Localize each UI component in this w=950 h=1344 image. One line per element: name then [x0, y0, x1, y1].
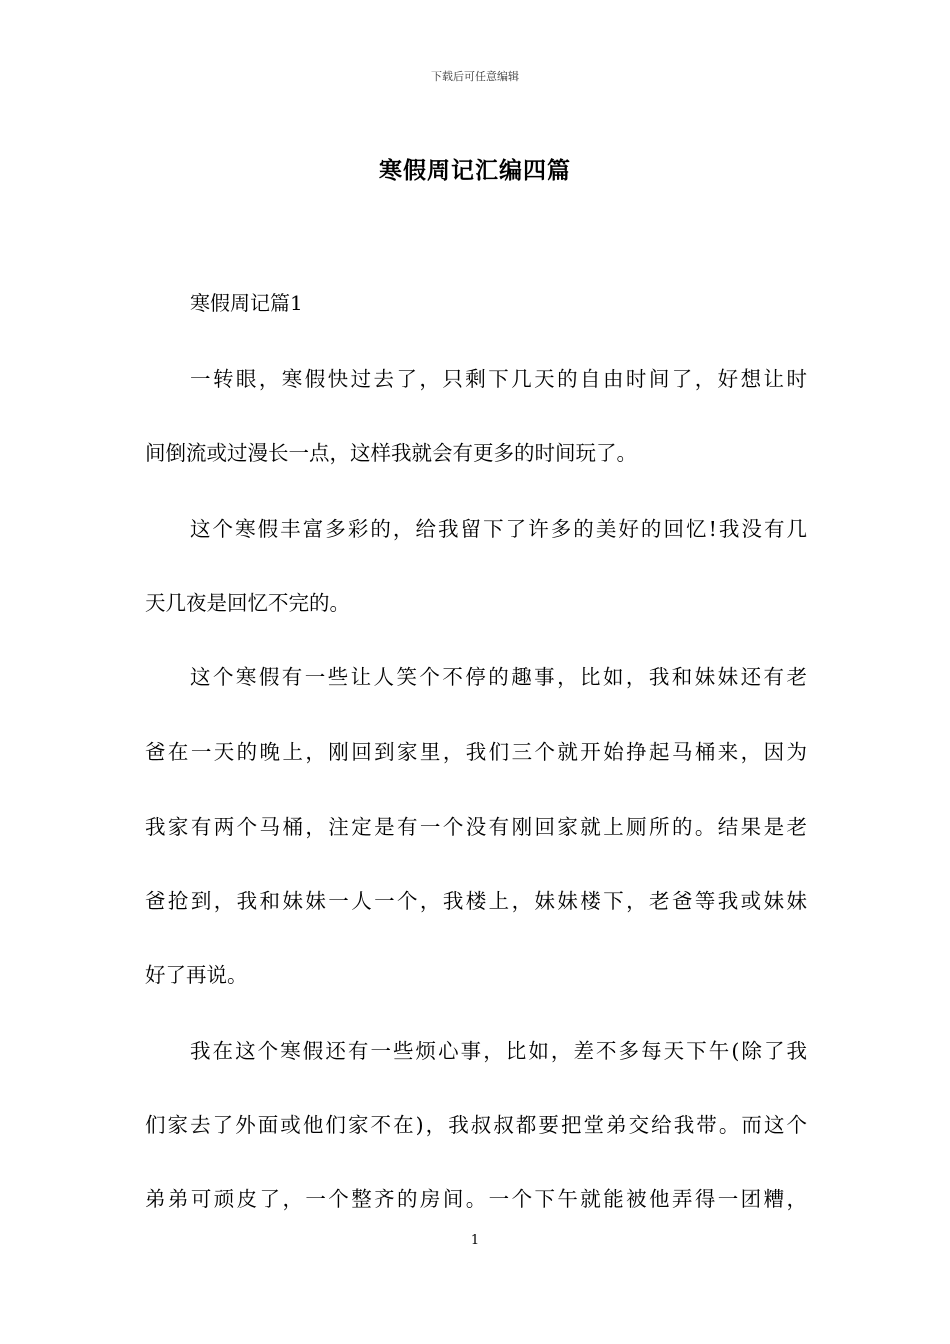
document-title: 寒假周记汇编四篇	[379, 157, 571, 184]
paragraph-3-line-1: 这个寒假有一些让人笑个不停的趣事，比如，我和妹妹还有老	[190, 665, 807, 689]
paragraph-2-line-2: 天几夜是回忆不完的。	[145, 591, 350, 615]
paragraph-3-line-3: 我家有两个马桶，注定是有一个没有刚回家就上厕所的。结果是老	[145, 815, 807, 839]
section-heading: 寒假周记篇1	[190, 291, 303, 315]
paragraph-3-line-2: 爸在一天的晚上，刚回到家里，我们三个就开始挣起马桶来，因为	[145, 740, 807, 764]
paragraph-4-line-1: 我在这个寒假还有一些烦心事，比如，差不多每天下午(除了我	[190, 1039, 807, 1063]
header-note: 下载后可任意编辑	[431, 70, 519, 83]
paragraph-4-line-2: 们家去了外面或他们家不在)，我叔叔都要把堂弟交给我带。而这个	[145, 1113, 807, 1137]
paragraph-1-line-1: 一转眼，寒假快过去了，只剩下几天的自由时间了，好想让时	[190, 367, 807, 391]
paragraph-1-line-2: 间倒流或过漫长一点，这样我就会有更多的时间玩了。	[145, 441, 637, 465]
paragraph-3-line-4: 爸抢到，我和妹妹一人一个，我楼上，妹妹楼下，老爸等我或妹妹	[145, 889, 807, 913]
paragraph-3-line-5: 好了再说。	[145, 963, 248, 987]
paragraph-4-line-3: 弟弟可顽皮了，一个整齐的房间。一个下午就能被他弄得一团糟，	[145, 1187, 807, 1211]
paragraph-2-line-1: 这个寒假丰富多彩的，给我留下了许多的美好的回忆!我没有几	[190, 517, 807, 541]
page-number: 1	[470, 1233, 480, 1248]
